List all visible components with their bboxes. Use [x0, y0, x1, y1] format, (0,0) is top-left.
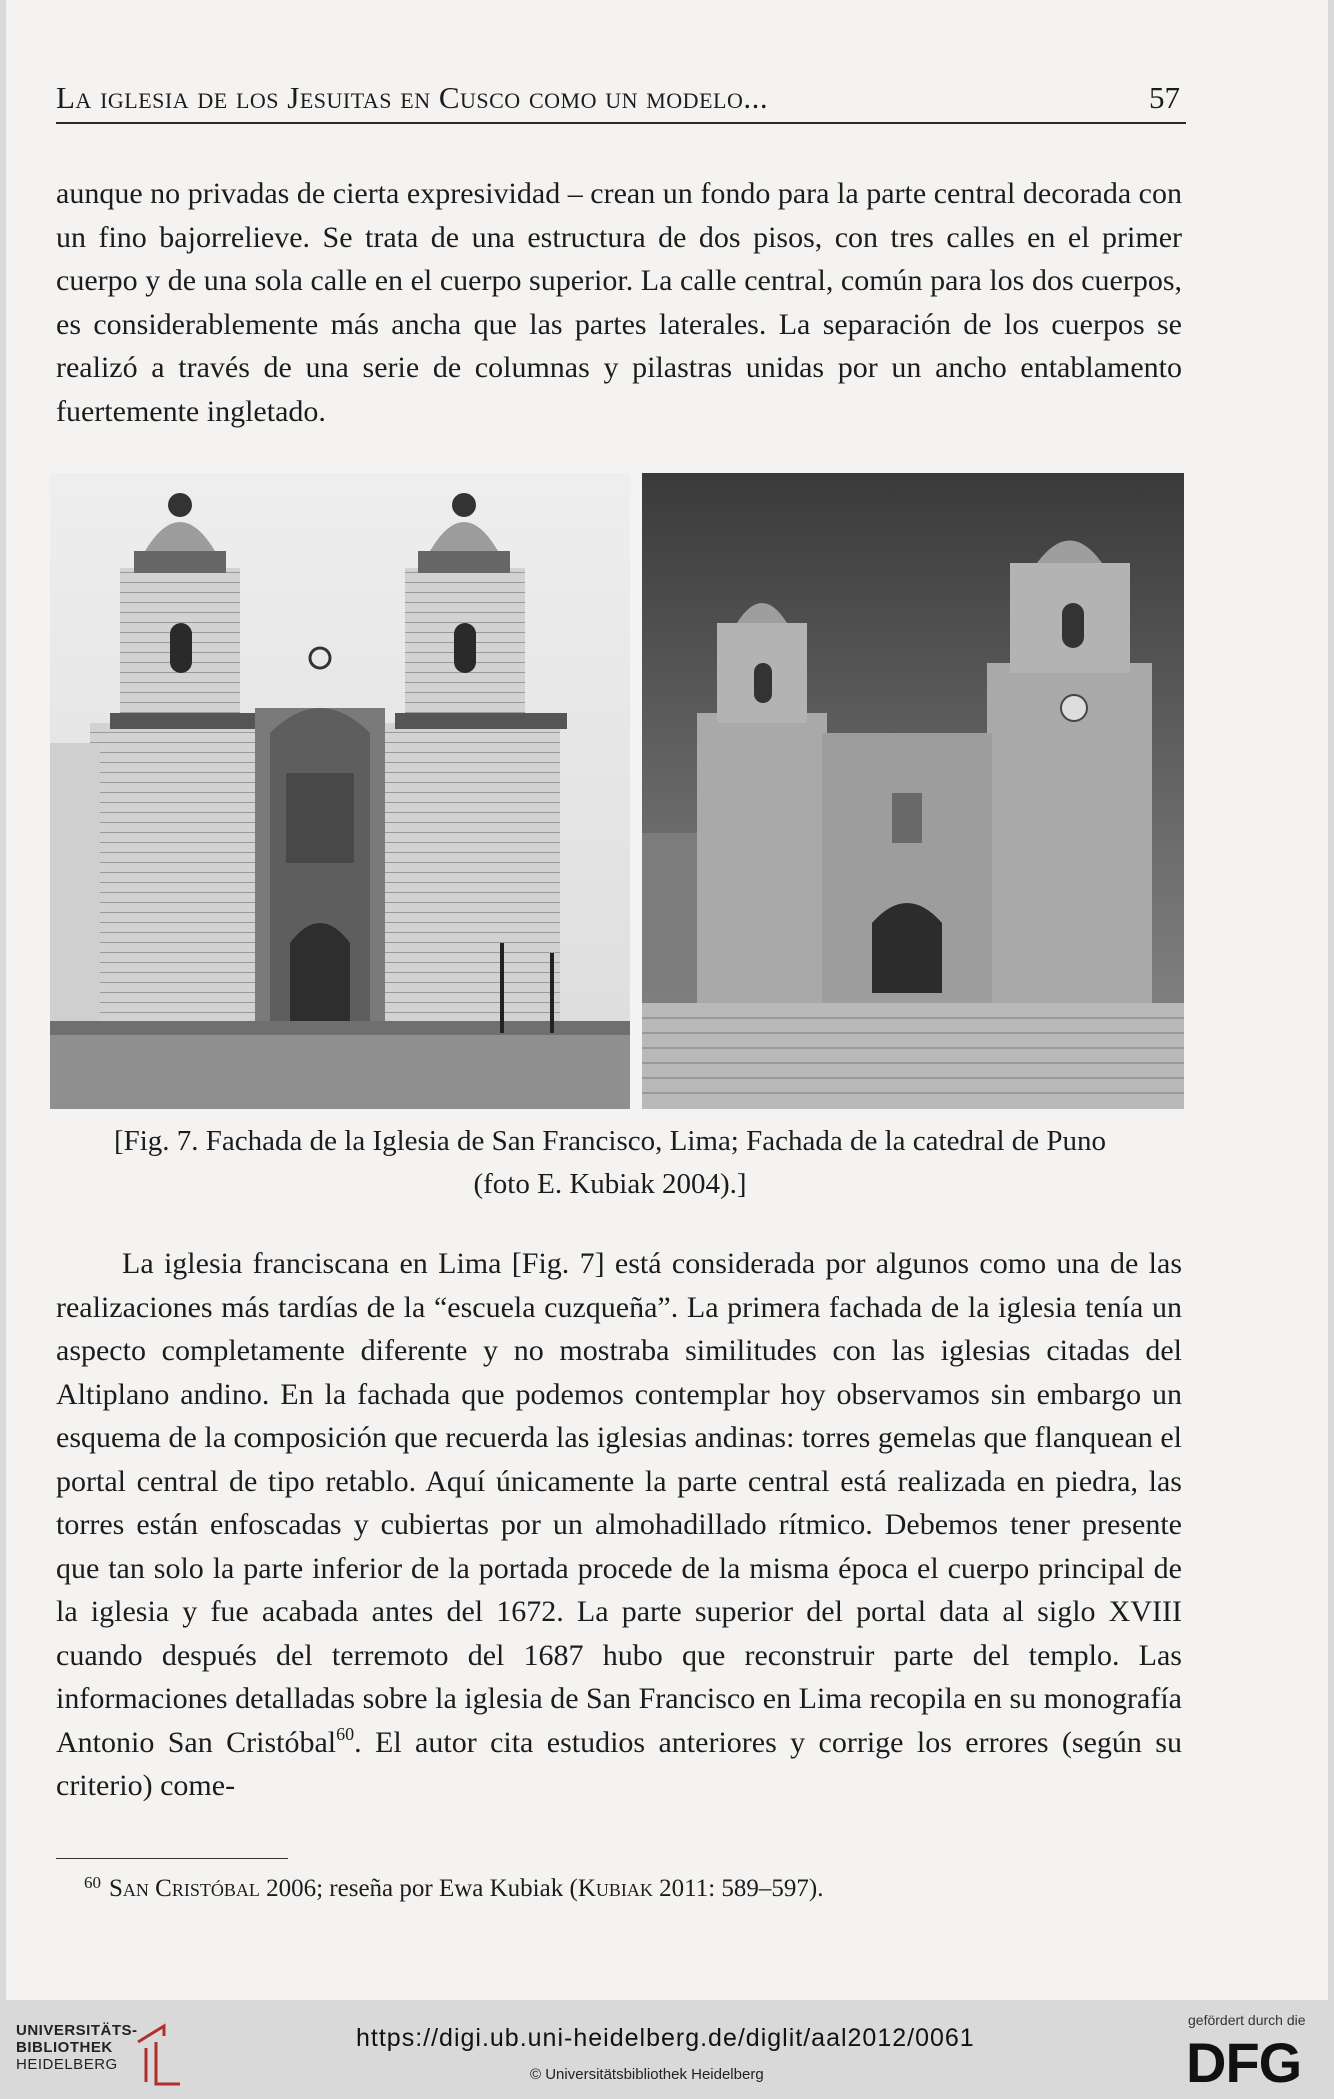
footnote-reference: 60 — [336, 1723, 355, 1744]
footnote-divider — [56, 1858, 288, 1859]
footnote-author: San Cristóbal — [109, 1875, 260, 1902]
funding-note: gefördert durch die — [1188, 2012, 1306, 2028]
figure-caption — [40, 1120, 1180, 1206]
photo-san-francisco-lima — [50, 473, 630, 1109]
running-title: La iglesia de los Jesuitas en Cusco como un modelo... — [56, 80, 769, 115]
body-paragraph: aunque no privadas de cierta expresividad – crean un fondo para la parte central decorada con un fino bajorrelieve. Se trata de una estructura de dos pisos, con tres calles en el primer cuerpo y de una sola calle en el cuerpo superior. La calle central, común para los dos cuerpos, es considerablemente más ancha que las partes laterales. La separación de los cuerpos se realizó a través de una serie de columnas y pilastras unidas por un ancho entablamento fuertemente ingletado. — [56, 177, 1182, 428]
page-number: 57 — [1149, 80, 1180, 115]
library-name-line: HEIDELBERG — [16, 2056, 118, 2073]
library-logo — [16, 2022, 186, 2086]
photo-catedral-puno — [642, 473, 1184, 1109]
paragraph-text: . El autor cita estudios anteriores y corrige los errores (según su criterio) come- — [56, 1725, 1182, 1802]
paragraph-text: La iglesia franciscana en Lima [Fig. 7] está considerada por algunos como una de las realizaciones más tardías de la “escuela cuzqueña”. La primera fachada de la iglesia tenía un aspecto completamente diferente y no mostraba similitudes con las iglesias citadas del Altiplano andino. En la fachada que podemos contemplar hoy observamos sin embargo un esquema de la composición que recuerda las iglesias andinas: torres gemelas que flanquean el portal central de tipo retablo. Aquí únicamente la parte central está realizada en piedra, las torres están enfoscadas y cubiertas por un almohadillado rítmico. Debemos tener presente que tan solo la parte inferior de la portada procede de la misma época el cuerpo principal de la iglesia y fue acabada antes del 1672. La parte superior del portal data al siglo XVIII cuando después del terremoto del 1687 hubo que reconstruir parte del templo. Las informaciones detalladas sobre la iglesia de San Francisco en Lima recopila en su monografía Antonio San Cristóbal — [56, 1247, 1182, 1759]
footnote-text: 2011: 589–597). — [652, 1875, 824, 1902]
footnote — [84, 1866, 823, 1906]
dfg-logo: DFG — [1186, 2031, 1302, 2094]
library-mark-icon — [134, 2022, 186, 2086]
caption-line: [Fig. 7. Fachada de la Iglesia de San Francisco, Lima; Fachada de la catedral de Puno — [113, 1125, 1107, 1157]
running-header — [56, 80, 1186, 124]
footnote-number: 60 — [84, 1873, 101, 1892]
copyright-notice: © Universitätsbibliothek Heidelberg — [530, 2066, 764, 2083]
footnote-text: 2006; reseña por Ewa Kubiak ( — [259, 1875, 578, 1902]
body-paragraph — [56, 1242, 1182, 1808]
permalink-url[interactable]: https://digi.ub.uni-heidelberg.de/diglit/aal2012/0061 — [356, 2024, 975, 2052]
caption-line: (foto E. Kubiak 2004).] — [473, 1168, 747, 1200]
library-name-line: UNIVERSITÄTS- — [16, 2022, 138, 2039]
figure-7 — [50, 473, 1184, 1109]
footnote-author: Kubiak — [577, 1875, 653, 1902]
library-name-line: BIBLIOTHEK — [16, 2039, 113, 2056]
digitization-footer — [0, 2000, 1334, 2099]
